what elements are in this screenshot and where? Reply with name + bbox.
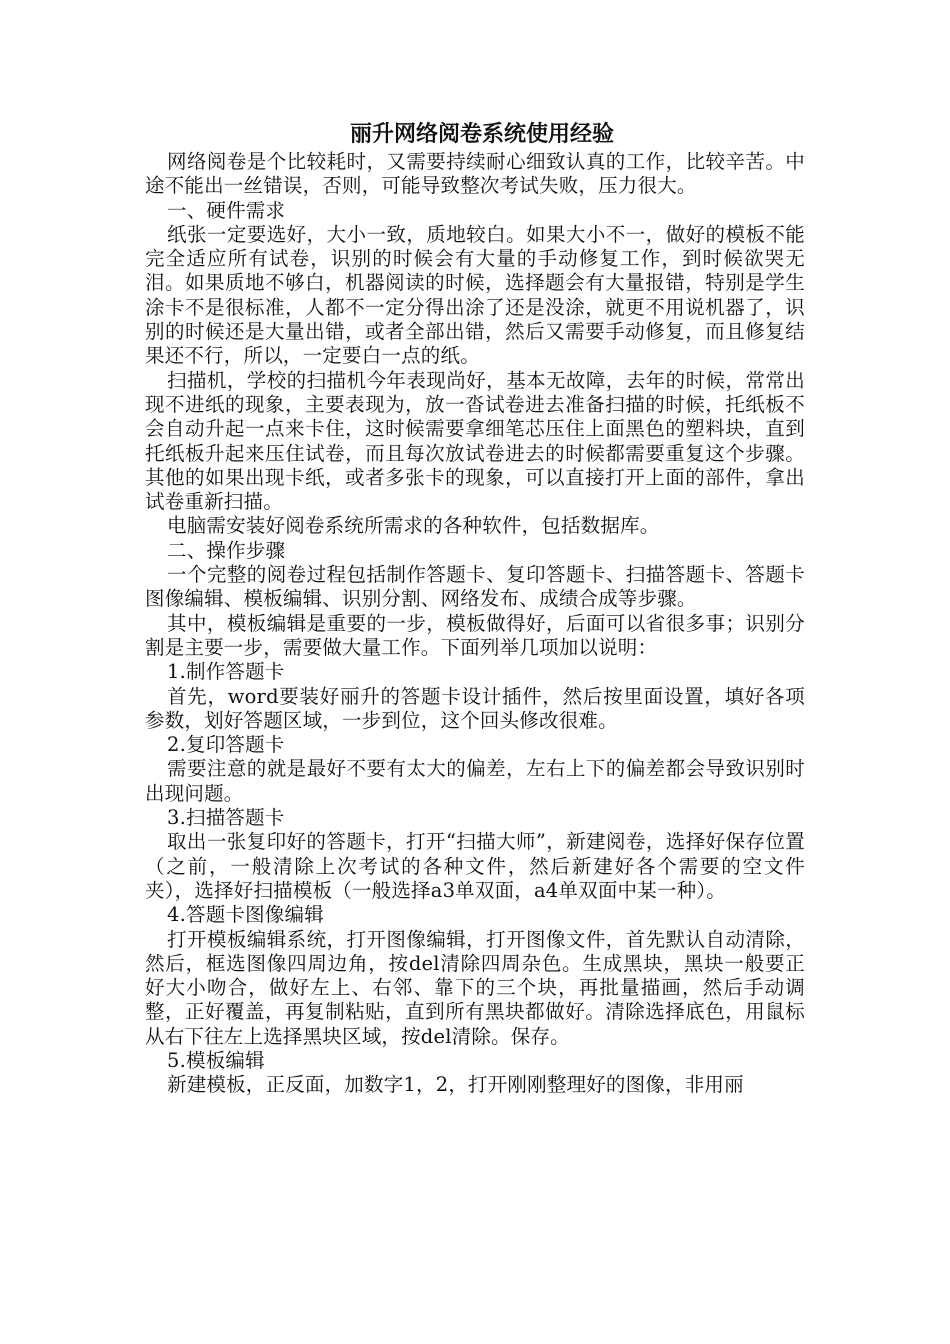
step-1-paragraph: 首先，word要装好丽升的答题卡设计插件，然后按里面设置，填好各项参数，划好答题区域，一步到位，这个回头修改很难。 [145, 684, 805, 732]
computer-paragraph: 电脑需安装好阅卷系统所需求的各种软件，包括数据库。 [167, 514, 660, 538]
document-page [145, 120, 805, 1098]
section-heading-hardware: 一、硬件需求 [167, 198, 286, 222]
step-4-paragraph: 打开模板编辑系统，打开图像编辑，打开图像文件，首先默认自动清除，然后，框选图像四周边角，按del清除四周杂色。生成黑块，黑块一般要正好大小吻合，做好左上、右邻、靠下的三个块，再批量描画，然后手动调整，正好覆盖，再复制粘贴，直到所有黑块都做好。清除选择底色，用鼠标从右下往左上选择黑块区域，按del清除。保存。 [145, 927, 805, 1048]
step-3-heading: 3.扫描答题卡 [167, 806, 285, 830]
step-3-paragraph: 取出一张复印好的答题卡，打开“扫描大师”，新建阅卷，选择好保存位置（之前，一般清除上次考试的各种文件，然后新建好各个需要的空文件夹），选择好扫描模板（一般选择a3单双面，a4单双面中某一种）。 [145, 830, 805, 902]
step-2-heading: 2.复印答题卡 [167, 733, 285, 757]
template-importance-paragraph: 其中，模板编辑是重要的一步，模板做得好，后面可以省很多事；识别分割是主要一步，需要做大量工作。下面列举几项加以说明： [145, 611, 805, 659]
section-heading-steps: 二、操作步骤 [167, 538, 286, 562]
step-5-heading: 5.模板编辑 [167, 1048, 265, 1072]
intro-paragraph: 网络阅卷是个比较耗时，又需要持续耐心细致认真的工作，比较辛苦。中途不能出一丝错误，否则，可能导致整次考试失败，压力很大。 [145, 150, 805, 198]
process-paragraph: 一个完整的阅卷过程包括制作答题卡、复印答题卡、扫描答题卡、答题卡图像编辑、模板编辑、识别分割、网络发布、成绩合成等步骤。 [145, 563, 805, 611]
step-4-heading: 4.答题卡图像编辑 [167, 903, 324, 927]
step-2-paragraph: 需要注意的就是最好不要有太大的偏差，左右上下的偏差都会导致识别时出现问题。 [145, 757, 805, 805]
step-1-heading: 1.制作答题卡 [167, 660, 285, 684]
step-5-paragraph: 新建模板，正反面，加数字1，2，打开刚刚整理好的图像，非用丽 [167, 1073, 744, 1097]
scanner-paragraph: 扫描机，学校的扫描机今年表现尚好，基本无故障，去年的时候，常常出现不进纸的现象，主要表现为，放一沓试卷进去准备扫描的时候，托纸板不会自动升起一点来卡住，这时候需要拿细笔芯压住上面黑色的塑料块，直到托纸板升起来压住试卷，而且每次放试卷进去的时候都需要重复这个步骤。其他的如果出现卡纸，或者多张卡的现象，可以直接打开上面的部件，拿出试卷重新扫描。 [145, 368, 805, 514]
paper-paragraph: 纸张一定要选好，大小一致，质地较白。如果大小不一，做好的模板不能完全适应所有试卷，识别的时候会有大量的手动修复工作，到时候欲哭无泪。如果质地不够白，机器阅读的时候，选择题会有大量报错，特别是学生涂卡不是很标准，人都不一定分得出涂了还是没涂，就更不用说机器了，识别的时候还是大量出错，或者全部出错，然后又需要手动修复，而且修复结果还不行，所以，一定要白一点的纸。 [145, 222, 805, 368]
document-title: 丽升网络阅卷系统使用经验 [349, 122, 614, 147]
